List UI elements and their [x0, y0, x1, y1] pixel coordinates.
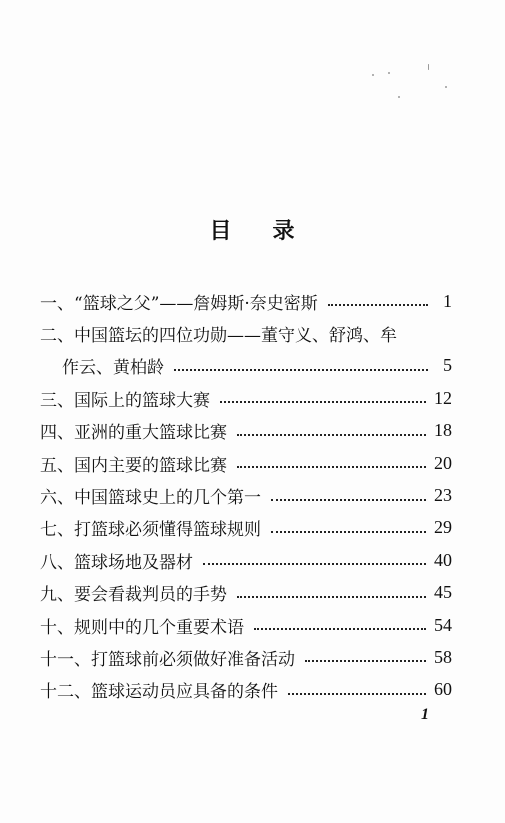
toc-page-number: 18 [434, 420, 452, 441]
toc-entry [40, 609, 452, 641]
toc-page-number: 1 [443, 290, 452, 311]
toc-entry-title: 四、亚洲的重大篮球比赛 [40, 423, 227, 444]
dot-leader [237, 596, 426, 598]
toc-entry [40, 674, 452, 706]
toc-entry-title: 三、国际上的篮球大赛 [40, 390, 210, 411]
toc-page-number: 23 [434, 485, 452, 506]
toc-entry [40, 447, 452, 479]
toc-page-number: 12 [434, 387, 452, 408]
toc-entry-title: 七、打篮球必须懂得篮球规则 [40, 520, 261, 541]
toc-entry [40, 577, 452, 609]
dot-leader [174, 369, 428, 371]
toc-entry-title: 十、规则中的几个重要术语 [40, 617, 244, 638]
toc-entry [40, 479, 452, 511]
scan-speck [372, 74, 374, 76]
dot-leader [271, 531, 426, 533]
toc-page-number: 60 [434, 679, 452, 700]
dot-leader [305, 660, 426, 662]
scan-speck [398, 96, 400, 98]
scan-speck [428, 64, 429, 70]
toc-entry [40, 350, 452, 382]
toc-page-number: 45 [434, 582, 452, 603]
toc-entry [40, 415, 452, 447]
toc-entry [40, 285, 452, 317]
toc-entry-title: 五、国内主要的篮球比赛 [40, 455, 227, 476]
dot-leader [203, 563, 426, 565]
dot-leader [328, 304, 428, 306]
table-of-contents [40, 285, 452, 706]
title-char-2: 录 [272, 219, 296, 244]
toc-entry-title: 一、“篮球之父”——詹姆斯·奈史密斯 [40, 293, 318, 314]
folio-page-number: 1 [421, 706, 429, 723]
toc-page-number: 40 [434, 549, 452, 570]
toc-entry [40, 512, 452, 544]
toc-entry-title: 九、要会看裁判员的手势 [40, 585, 227, 606]
toc-entry-title: 二、中国篮坛的四位功勋——董守义、舒鸿、牟 [40, 326, 397, 347]
toc-page-number: 20 [434, 452, 452, 473]
toc-entry-title: 十二、篮球运动员应具备的条件 [40, 682, 278, 703]
toc-entry-title: 十一、打篮球前必须做好准备活动 [40, 649, 295, 670]
toc-page-number: 54 [434, 614, 452, 635]
dot-leader [237, 466, 426, 468]
toc-entry-title: 六、中国篮球史上的几个第一 [40, 488, 261, 509]
scan-speck [388, 72, 390, 74]
page-title [0, 214, 505, 245]
toc-entry [40, 641, 452, 673]
dot-leader [271, 499, 426, 501]
scan-speck [445, 86, 447, 88]
toc-entry-title: 八、篮球场地及器材 [40, 552, 193, 573]
toc-entry-title: 作云、黄柏龄 [62, 358, 164, 379]
toc-page-number: 58 [434, 646, 452, 667]
dot-leader [288, 693, 426, 695]
toc-entry [40, 317, 452, 349]
toc-entry [40, 544, 452, 576]
dot-leader [254, 628, 426, 630]
toc-entry [40, 382, 452, 414]
dot-leader [237, 434, 426, 436]
toc-page-number: 5 [443, 355, 452, 376]
title-char-1: 目 [209, 219, 233, 244]
dot-leader [220, 401, 426, 403]
toc-page-number: 29 [434, 517, 452, 538]
